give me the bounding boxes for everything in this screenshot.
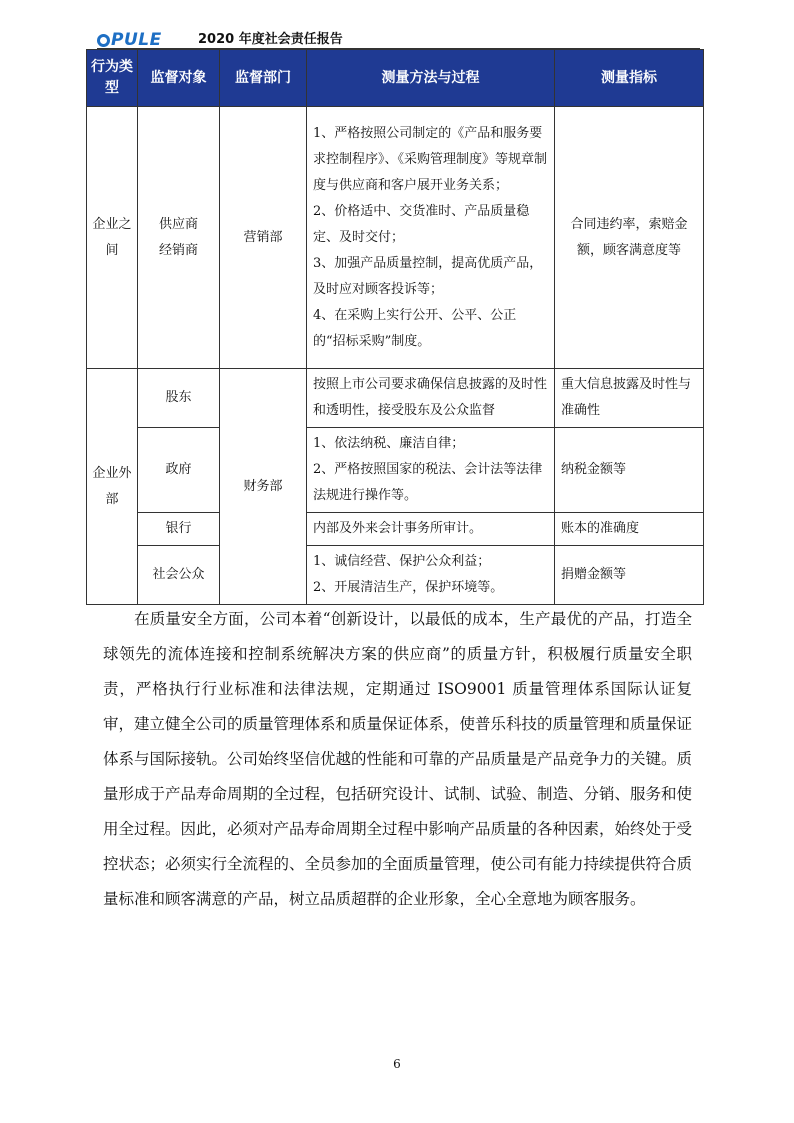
quality-paragraph: 在质量安全方面，公司本着“创新设计，以最低的成本，生产最优的产品，打造全球领先的流体连接和控制系统解决方案的供应商”的质量方针，积极履行质量安全职责，严格执行行业标准和法律法规，定期通过 ISO9001 质量管理体系国际认证复审，建立健全公司的质量管理体系和质量保证体系，使普乐科技的质量管理和质量保证体系与国际接轨。公司始终坚信优越的性能和可靠的产品质量是产品竞争力的关键。质量形成于产品寿命周期的全过程，包括研究设计、试制、试验、制造、分销、服务和使用全过程。因此，必须对产品寿命周期全过程中影响产品质量的各种因素，始终处于受控状态；必须实行全流程的、全员参加的全面质量管理，使公司有能力持续提供符合质量标准和顾客满意的产品，树立品质超群的企业形象，全心全意地为顾客服务。	[103, 610, 693, 908]
type-cell: 企业外部	[87, 369, 138, 605]
method-cell: 1、依法纳税、廉洁自律； 2、严格按照国家的税法、会计法等法律法规进行操作等。	[307, 428, 555, 513]
object-cell: 银行	[138, 513, 220, 546]
table-row	[87, 546, 704, 605]
type-cell: 企业之间	[87, 107, 138, 369]
metric-cell: 合同违约率，索赔金额，顾客满意度等	[555, 107, 704, 369]
department-cell: 财务部	[220, 369, 307, 605]
method-cell: 内部及外来会计事务所审计。	[307, 513, 555, 546]
method-cell: 1、严格按照公司制定的《产品和服务要求控制程序》、《采购管理制度》等规章制度与供应商和客户展开业务关系； 2、价格适中、交货准时、产品质量稳定、及时交付； 3、加强产品质量控制，提高优质产品，及时应对顾客投诉等； 4、在采购上实行公开、公平、公正的“招标采购”制度。	[307, 107, 555, 369]
department-cell: 营销部	[220, 107, 307, 369]
company-logo: PULE	[97, 30, 162, 50]
object-cell: 社会公众	[138, 546, 220, 605]
metric-cell: 纳税金额等	[555, 428, 704, 513]
table-row	[87, 428, 704, 513]
metric-cell: 账本的准确度	[555, 513, 704, 546]
report-title: 2020 年度社会责任报告	[198, 32, 343, 47]
table-row	[87, 513, 704, 546]
table-row	[87, 107, 704, 369]
table-row	[87, 369, 704, 428]
col-header-method: 测量方法与过程	[307, 50, 555, 107]
table-header-row	[87, 50, 704, 107]
page-header	[97, 26, 700, 48]
object-cell: 供应商 经销商	[138, 107, 220, 369]
col-header-object: 监督对象	[138, 50, 220, 107]
supervision-table	[86, 49, 704, 605]
metric-cell: 捐赠金额等	[555, 546, 704, 605]
metric-cell: 重大信息披露及时性与准确性	[555, 369, 704, 428]
logo-ring-icon	[97, 34, 110, 47]
col-header-metric: 测量指标	[555, 50, 704, 107]
method-cell: 1、诚信经营、保护公众利益； 2、开展清洁生产，保护环境等。	[307, 546, 555, 605]
object-cell: 政府	[138, 428, 220, 513]
col-header-type: 行为类型	[87, 50, 138, 107]
method-cell: 按照上市公司要求确保信息披露的及时性和透明性，接受股东及公众监督	[307, 369, 555, 428]
col-header-department: 监督部门	[220, 50, 307, 107]
object-cell: 股东	[138, 369, 220, 428]
page-number: 6	[393, 1057, 401, 1071]
